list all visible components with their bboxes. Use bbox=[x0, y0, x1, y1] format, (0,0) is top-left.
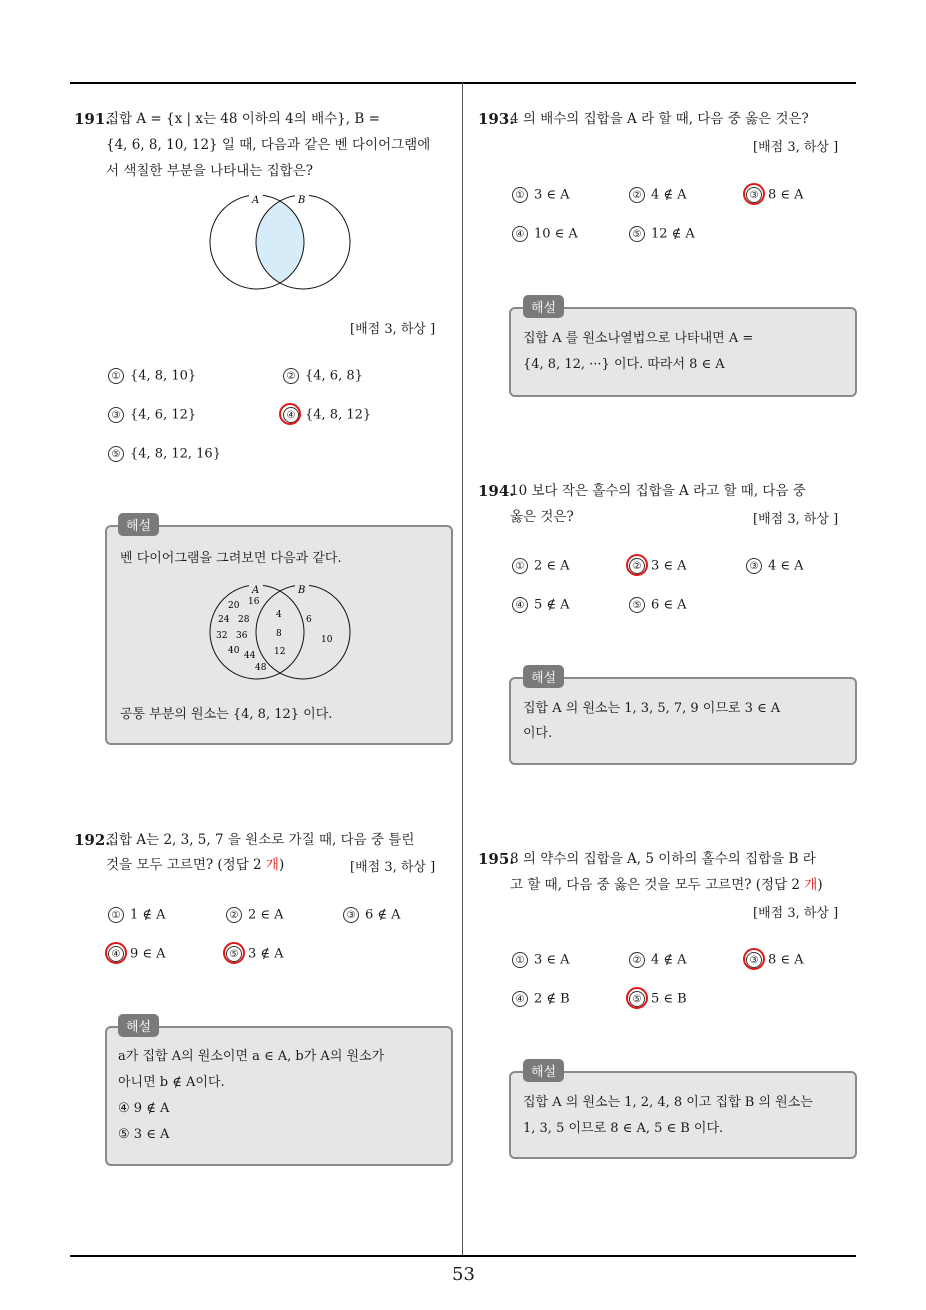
option-marker: ④ bbox=[512, 226, 528, 242]
question-meta: [배점 3, 하상 ] bbox=[350, 860, 436, 875]
venn-element: 28 bbox=[238, 615, 250, 625]
option-text: 4 ∉ A bbox=[651, 187, 687, 203]
text-highlight: 개 bbox=[265, 857, 279, 873]
option-4[interactable] bbox=[512, 226, 578, 242]
option-marker: ② bbox=[629, 187, 645, 203]
venn-element: 44 bbox=[244, 651, 256, 661]
question-meta: [배점 3, 하상 ] bbox=[753, 512, 839, 527]
solution-text: 집합 A 의 원소는 1, 2, 4, 8 이고 집합 B 의 원소는 bbox=[523, 1095, 813, 1110]
option-1[interactable] bbox=[512, 187, 570, 203]
option-1[interactable] bbox=[108, 907, 166, 923]
venn-element: 48 bbox=[255, 663, 267, 673]
option-5[interactable] bbox=[629, 597, 687, 613]
option-text: 2 ∈ A bbox=[534, 558, 570, 574]
question-text-line: 서 색칠한 부분을 나타내는 집합은? bbox=[106, 163, 313, 179]
column-divider bbox=[462, 82, 463, 1257]
option-marker: ② bbox=[226, 907, 242, 923]
answer-mark-icon bbox=[743, 183, 765, 205]
solution-tag: 해설 bbox=[523, 665, 564, 688]
solution-text: 아니면 b ∉ A이다. bbox=[118, 1075, 225, 1090]
option-marker: ④ bbox=[283, 407, 299, 423]
question-text-line: 8 의 약수의 집합을 A, 5 이하의 홀수의 집합을 B 라 bbox=[510, 851, 816, 867]
venn-diagram bbox=[200, 190, 360, 295]
question-text-line bbox=[106, 852, 284, 878]
answer-mark-icon bbox=[279, 403, 301, 425]
option-4[interactable] bbox=[512, 597, 570, 613]
solution-text: 집합 A 를 원소나열법으로 나타내면 A = bbox=[523, 331, 754, 346]
option-text: 1 ∉ A bbox=[130, 907, 166, 923]
option-text: 10 ∈ A bbox=[534, 226, 578, 242]
solution-text: 벤 다이어그램을 그려보면 다음과 같다. bbox=[120, 551, 342, 566]
option-2[interactable] bbox=[629, 187, 687, 203]
option-text: {4, 8, 12, 16} bbox=[130, 446, 221, 462]
solution-tag: 해설 bbox=[523, 1059, 564, 1082]
solution-tag: 해설 bbox=[118, 1014, 159, 1037]
option-text: 3 ∉ A bbox=[248, 946, 284, 962]
answer-mark-icon bbox=[743, 948, 765, 970]
option-text: 8 ∈ A bbox=[768, 187, 804, 203]
text: 고 할 때, 다음 중 옳은 것을 모두 고르면? (정답 2 bbox=[510, 877, 805, 893]
option-text: 6 ∈ A bbox=[651, 597, 687, 613]
answer-mark-icon bbox=[626, 554, 648, 576]
option-marker: ⑤ bbox=[108, 446, 124, 462]
text-highlight: 개 bbox=[804, 877, 818, 893]
solution-tag: 해설 bbox=[523, 295, 564, 318]
option-3[interactable] bbox=[746, 558, 804, 574]
solution-text: 집합 A 의 원소는 1, 3, 5, 7, 9 이므로 3 ∈ A bbox=[523, 701, 781, 716]
question-meta: [배점 3, 하상 ] bbox=[753, 140, 839, 155]
option-text: 8 ∈ A bbox=[768, 952, 804, 968]
option-text: 3 ∈ A bbox=[534, 952, 570, 968]
solution-tag: 해설 bbox=[118, 513, 159, 536]
option-marker: ④ bbox=[512, 597, 528, 613]
venn-element: 24 bbox=[218, 615, 230, 625]
question-text-line: {4, 6, 8, 10, 12} 일 때, 다음과 같은 벤 다이어그램에 bbox=[106, 137, 431, 153]
option-marker: ③ bbox=[746, 187, 762, 203]
page-number: 53 bbox=[452, 1264, 475, 1285]
option-marker: ② bbox=[283, 368, 299, 384]
solution-text: {4, 8, 12, ···} 이다. 따라서 8 ∈ A bbox=[523, 357, 725, 372]
solution-text: ④ 9 ∉ A bbox=[118, 1101, 170, 1116]
option-text: 6 ∉ A bbox=[365, 907, 401, 923]
question-text-line: 집합 A = {x | x는 48 이하의 4의 배수}, B = bbox=[106, 111, 380, 127]
question-text-line bbox=[510, 872, 823, 898]
option-3[interactable] bbox=[108, 407, 196, 423]
venn-diagram-solution bbox=[200, 580, 360, 685]
option-marker: ② bbox=[629, 952, 645, 968]
option-text: 3 ∈ A bbox=[534, 187, 570, 203]
option-2[interactable] bbox=[283, 368, 363, 384]
option-text: {4, 6, 12} bbox=[130, 407, 197, 423]
top-rule bbox=[70, 82, 856, 84]
solution-text: ⑤ 3 ∈ A bbox=[118, 1127, 170, 1142]
question-text-line: 4 의 배수의 집합을 A 라 할 때, 다음 중 옳은 것은? bbox=[510, 111, 809, 127]
option-marker: ④ bbox=[108, 946, 124, 962]
option-marker: ⑤ bbox=[629, 226, 645, 242]
bottom-rule bbox=[70, 1255, 856, 1257]
venn-label-a: A bbox=[252, 195, 260, 206]
venn-element: 36 bbox=[236, 631, 248, 641]
option-1[interactable] bbox=[512, 558, 570, 574]
option-text: {4, 8, 10} bbox=[130, 368, 197, 384]
option-marker: ① bbox=[108, 368, 124, 384]
option-text: {4, 8, 12} bbox=[305, 407, 372, 423]
option-text: 9 ∈ A bbox=[130, 946, 166, 962]
option-text: 4 ∈ A bbox=[768, 558, 804, 574]
text: ) bbox=[278, 857, 285, 873]
question-text-line: 10 보다 작은 홀수의 집합을 A 라고 할 때, 다음 중 bbox=[510, 483, 806, 499]
answer-mark-icon bbox=[626, 987, 648, 1009]
option-4[interactable] bbox=[512, 991, 570, 1007]
venn-element: 6 bbox=[306, 615, 312, 625]
venn-element: 4 bbox=[276, 610, 282, 620]
option-marker: ③ bbox=[343, 907, 359, 923]
option-marker: ⑤ bbox=[629, 597, 645, 613]
question-number: 195. bbox=[478, 850, 515, 868]
option-marker: ① bbox=[108, 907, 124, 923]
option-text: 2 ∉ B bbox=[534, 991, 570, 1007]
option-1[interactable] bbox=[108, 368, 196, 384]
venn-label-b: B bbox=[298, 585, 306, 596]
venn-element: 10 bbox=[321, 635, 333, 645]
question-number: 191. bbox=[74, 110, 111, 128]
option-2[interactable] bbox=[629, 952, 687, 968]
solution-text: a가 집합 A의 원소이면 a ∈ A, b가 A의 원소가 bbox=[118, 1049, 385, 1064]
option-5[interactable] bbox=[108, 446, 221, 462]
venn-circle-b bbox=[256, 585, 350, 679]
question-number: 192. bbox=[74, 831, 111, 849]
question-number: 193. bbox=[478, 110, 515, 128]
question-meta: [배점 3, 하상 ] bbox=[350, 322, 436, 337]
solution-text: 공통 부분의 원소는 {4, 8, 12} 이다. bbox=[120, 707, 333, 722]
option-marker: ⑤ bbox=[226, 946, 242, 962]
option-marker: ③ bbox=[746, 558, 762, 574]
venn-label-a: A bbox=[252, 585, 260, 596]
option-text: 5 ∈ B bbox=[651, 991, 687, 1007]
text: ) bbox=[817, 877, 823, 893]
venn-label-b: B bbox=[298, 195, 306, 206]
option-text: 12 ∉ A bbox=[651, 226, 695, 242]
option-marker: ② bbox=[629, 558, 645, 574]
question-number: 194. bbox=[478, 482, 515, 500]
answer-mark-icon bbox=[223, 942, 245, 964]
option-3[interactable] bbox=[343, 907, 401, 923]
option-text: 5 ∉ A bbox=[534, 597, 570, 613]
venn-element: 32 bbox=[216, 631, 228, 641]
question-text-line: 옳은 것은? bbox=[510, 509, 574, 525]
option-2[interactable] bbox=[226, 907, 284, 923]
answer-mark-icon bbox=[105, 942, 127, 964]
venn-element: 16 bbox=[248, 597, 260, 607]
text: 것을 모두 고르면? (정답 2 bbox=[106, 857, 266, 873]
option-marker: ⑤ bbox=[629, 991, 645, 1007]
venn-element: 8 bbox=[276, 629, 282, 639]
venn-element: 40 bbox=[228, 646, 240, 656]
option-text: 3 ∈ A bbox=[651, 558, 687, 574]
option-marker: ① bbox=[512, 187, 528, 203]
option-marker: ① bbox=[512, 952, 528, 968]
option-marker: ① bbox=[512, 558, 528, 574]
option-marker: ③ bbox=[108, 407, 124, 423]
option-text: 4 ∉ A bbox=[651, 952, 687, 968]
venn-element: 12 bbox=[274, 647, 286, 657]
solution-text: 이다. bbox=[523, 726, 553, 741]
option-5[interactable] bbox=[629, 226, 695, 242]
option-text: 2 ∈ A bbox=[248, 907, 284, 923]
solution-text: 1, 3, 5 이므로 8 ∈ A, 5 ∈ B 이다. bbox=[523, 1121, 724, 1136]
question-meta: [배점 3, 하상 ] bbox=[753, 906, 839, 921]
option-text: {4, 6, 8} bbox=[305, 368, 363, 384]
option-marker: ④ bbox=[512, 991, 528, 1007]
venn-element: 20 bbox=[228, 601, 240, 611]
option-1[interactable] bbox=[512, 952, 570, 968]
option-marker: ③ bbox=[746, 952, 762, 968]
question-text-line: 집합 A는 2, 3, 5, 7 을 원소로 가질 때, 다음 중 틀린 bbox=[106, 832, 415, 848]
